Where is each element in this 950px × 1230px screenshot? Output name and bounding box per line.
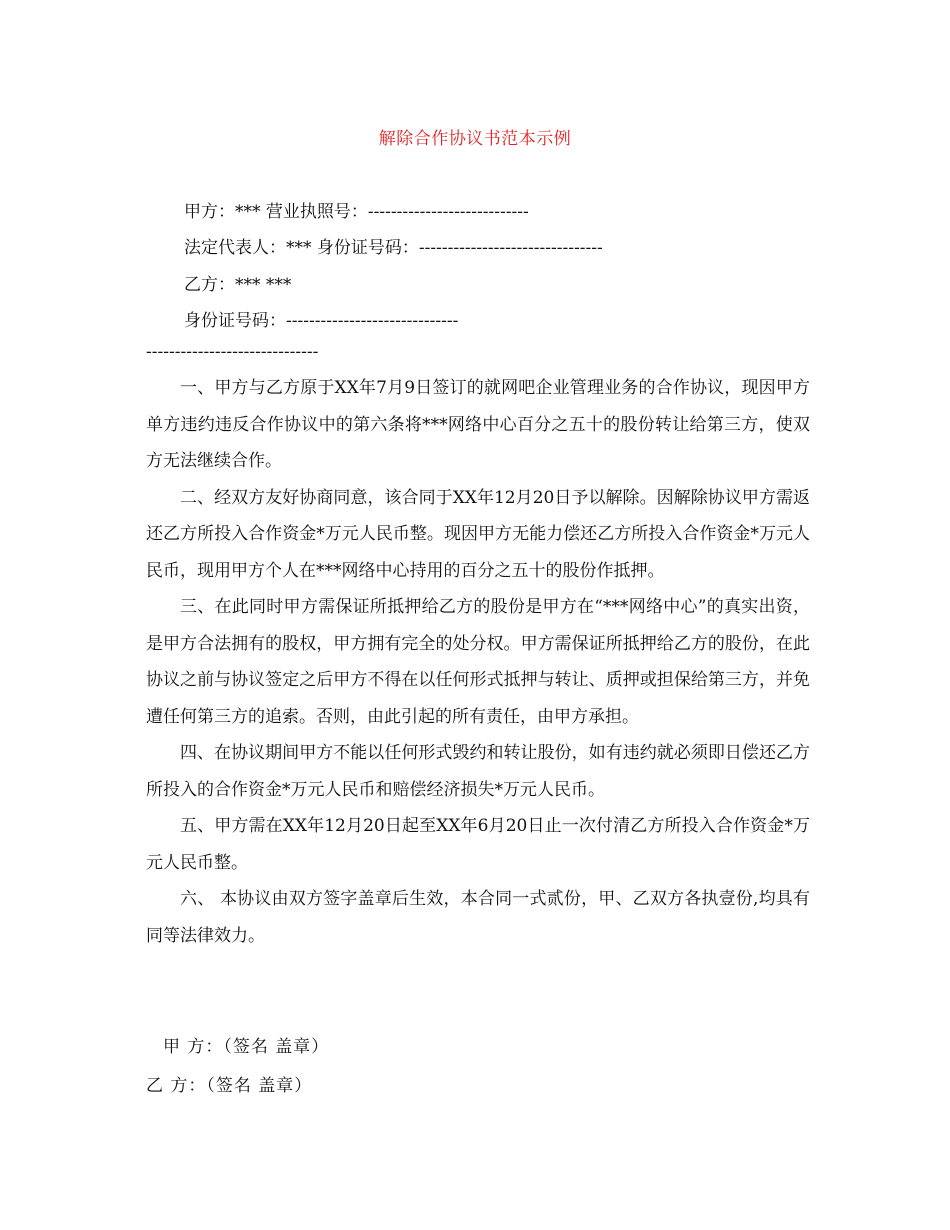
party-a-line: 甲方：*** 营业执照号：---------------------------- [184,202,529,222]
clause-4: 四、在协议期间甲方不能以任何形式毁约和转让股份，如有违约就必须即日偿还乙方所投入的合作资金*万元人民币和赔偿经济损失*万元人民币。 [146,743,810,800]
clause-1: 一、甲方与乙方原于XX年7月9日签订的就网吧企业管理业务的合作协议，现因甲方单方违约违反合作协议中的第六条将***网络中心百分之五十的股份转让给第三方，使双方无法继续合作。 [146,378,810,471]
party-b-signature: 乙 方：（签名 盖章） [146,1076,313,1096]
document-title: 解除合作协议书范本示例 [378,129,572,149]
clause-6: 六、 本协议由双方签字盖章后生效，本合同一式贰份，甲、乙双方各执壹份,均具有同等法律效力。 [146,889,810,946]
clause-2: 二、经双方友好协商同意，该合同于XX年12月20日予以解除。因解除协议甲方需返还乙方所投入合作资金*万元人民币整。现因甲方无能力偿还乙方所投入合作资金*万元人民币，现用甲方个人在***网络中心持用的百分之五十的股份作抵押。 [146,487,810,581]
party-b-id-continuation: ------------------------------ [146,342,319,362]
clause-3: 三、在此同时甲方需保证所抵押给乙方的股份是甲方在“***网络中心”的真实出资，是甲方合法拥有的股权，甲方拥有完全的处分权。甲方需保证所抵押给乙方的股份，在此协议之前与协议签定之后甲方不得在以任何形式抵押与转让、质押或担保给第三方，并免遭任何第三方的追索。否则，由此引起的所有责任，由甲方承担。 [146,597,810,727]
agreement-body [146,370,810,954]
party-a-signature: 甲 方：（签名 盖章） [163,1037,330,1057]
legal-rep-line: 法定代表人：*** 身份证号码：-------------------------------- [184,238,603,258]
party-b-line: 乙方：*** *** [184,275,292,295]
clause-5: 五、甲方需在XX年12月20日起至XX年6月20日止一次付清乙方所投入合作资金*万元人民币整。 [146,816,810,873]
party-b-id-line: 身份证号码：------------------------------ [184,311,459,331]
